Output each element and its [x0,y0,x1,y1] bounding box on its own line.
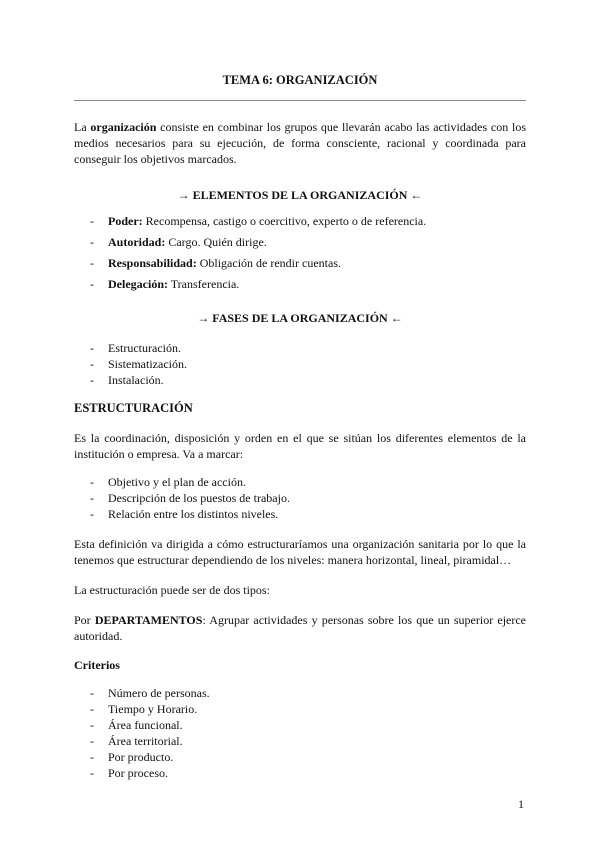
list-item [74,356,526,372]
list-item [74,506,526,522]
list-item [74,474,526,490]
dash-mark: - [90,750,94,764]
list-item [74,234,526,250]
intro-paragraph [74,119,526,167]
types-paragraph: La estructuración puede ser de dos tipos: [74,583,270,597]
list-item [74,685,526,701]
intro-prefix: La [74,120,91,134]
criterion-text: Tiempo y Horario. [108,702,198,716]
departments-rest: : Agrupar actividades y personas sobre los que un superior ejerce autoridad. [74,613,526,643]
element-term: Poder: [108,214,143,228]
elements-list [74,213,526,292]
dash-mark: - [90,491,94,505]
struct-item-text: Relación entre los distintos niveles. [108,507,279,521]
list-item [74,701,526,717]
structuring-heading: ESTRUCTURACIÓN [74,401,193,415]
page-number: 1 [518,797,524,811]
elements-heading: → ELEMENTOS DE LA ORGANIZACIÓN ← [177,188,423,202]
dash-mark: - [90,475,94,489]
dash-mark: - [90,341,94,355]
dash-mark: - [90,686,94,700]
dash-mark: - [90,734,94,748]
list-item [74,276,526,292]
list-item [74,255,526,271]
list-item [74,749,526,765]
fases-heading: → FASES DE LA ORGANIZACIÓN ← [197,311,403,325]
definition-paragraph: Esta definición va dirigida a cómo estructuraríamos una organización sanitaria por lo que la tenemos que estructurar dependiendo de los niveles: manera horizontal, lineal, piramidal… [74,537,526,567]
dash-mark: - [90,277,94,291]
list-item [74,717,526,733]
list-item [74,490,526,506]
criterion-text: Área territorial. [108,734,183,748]
fase-text: Instalación. [108,373,164,387]
title-rule [74,100,526,101]
departments-bold-term: DEPARTAMENTOS [94,613,203,627]
criteria-heading: Criterios [74,658,120,672]
dash-mark: - [90,214,94,228]
element-desc: Obligación de rendir cuentas. [196,256,341,270]
criteria-list [74,685,526,781]
element-term: Responsabilidad: [108,256,197,270]
criterion-text: Área funcional. [108,718,183,732]
structuring-paragraph: Es la coordinación, disposición y orden en el que se sitúan los diferentes elementos de la institución o empresa. Va a marcar: [74,431,526,461]
departments-paragraph [74,612,526,644]
list-item [74,765,526,781]
departments-prefix: Por [74,613,95,627]
intro-rest: consiste en combinar los grupos que llevarán acabo las actividades con los medios necesarios para su ejecución, de forma consciente, racional y coordinada para conseguir los objetivos marcados. [74,120,527,166]
struct-item-text: Descripción de los puestos de trabajo. [108,491,290,505]
fase-text: Estructuración. [108,341,181,355]
fase-text: Sistematización. [108,357,187,371]
list-item [74,340,526,356]
dash-mark: - [90,702,94,716]
dash-mark: - [90,357,94,371]
element-desc: Cargo. Quién dirige. [165,235,267,249]
element-desc: Transferencia. [167,277,240,291]
intro-bold-term: organización [90,120,157,134]
criterion-text: Por proceso. [108,766,168,780]
dash-mark: - [90,373,94,387]
element-term: Delegación: [108,277,168,291]
criterion-text: Número de personas. [108,686,210,700]
dash-mark: - [90,766,94,780]
list-item [74,733,526,749]
list-item [74,372,526,388]
criterion-text: Por producto. [108,750,174,764]
fases-list [74,340,526,388]
dash-mark: - [90,507,94,521]
dash-mark: - [90,718,94,732]
page-content [74,72,526,781]
dash-mark: - [90,235,94,249]
struct-item-text: Objetivo y el plan de acción. [108,475,246,489]
list-item [74,213,526,229]
element-desc: Recompensa, castigo o coercitivo, experto o de referencia. [142,214,427,228]
page-title: TEMA 6: ORGANIZACIÓN [222,73,378,87]
structuring-list [74,474,526,522]
dash-mark: - [90,256,94,270]
element-term: Autoridad: [108,235,166,249]
